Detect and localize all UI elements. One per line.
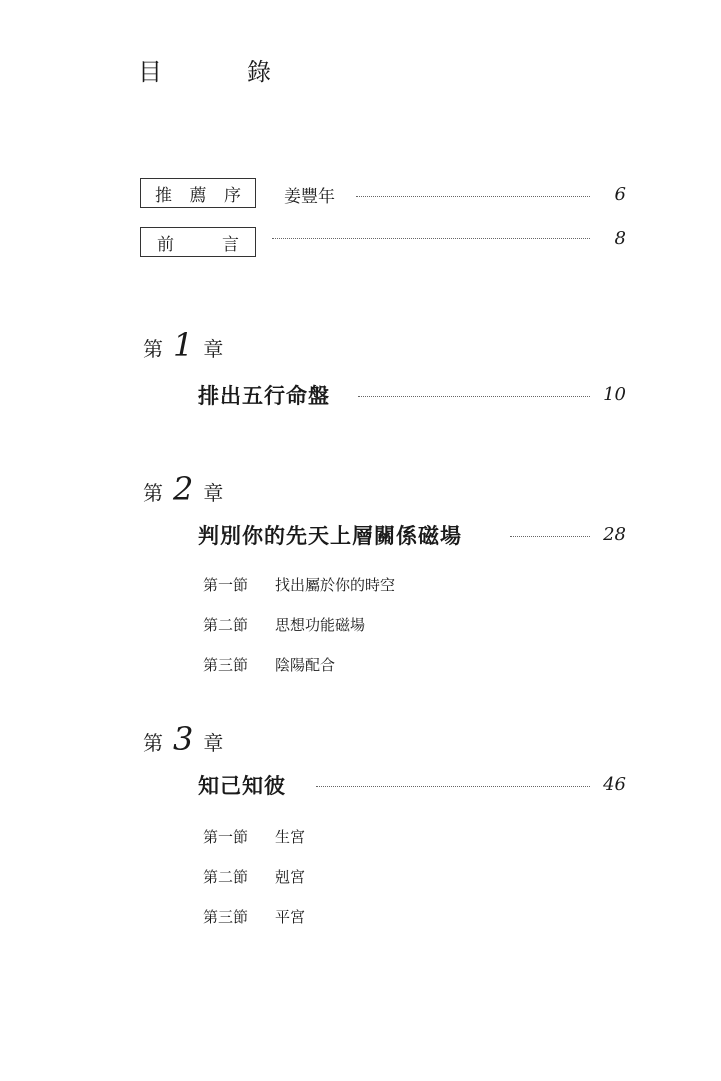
preface-page-number: 6: [614, 184, 626, 205]
dot-leader: [358, 396, 590, 397]
chapter-1-title: 排出五行命盤: [198, 383, 330, 408]
dot-leader: [272, 238, 590, 239]
chapter-prefix: 第: [143, 481, 163, 505]
chapter-prefix: 第: [143, 731, 163, 755]
section-item: [203, 866, 305, 887]
foreword-page-number: 8: [614, 228, 626, 249]
chapter-2-page-number: 28: [603, 524, 626, 545]
chapter-suffix: 章: [203, 731, 224, 755]
section-number: 第二節: [203, 616, 249, 634]
section-number: 第一節: [203, 828, 249, 846]
section-title: 陰陽配合: [275, 656, 336, 674]
section-title: 思想功能磁場: [275, 616, 366, 634]
chapter-3-label: [143, 720, 223, 758]
dot-leader: [316, 786, 590, 787]
preface-author: 姜豐年: [284, 187, 335, 207]
chapter-2-title: 判別你的先天上層關係磁場: [198, 523, 462, 548]
toc-title-char-2: 錄: [247, 58, 271, 86]
chapter-number: 2: [173, 470, 194, 508]
chapter-suffix: 章: [203, 337, 224, 361]
section-title: 生宮: [275, 828, 306, 846]
section-item: [203, 826, 305, 847]
section-title: 剋宮: [275, 868, 306, 886]
preface-label-char: 薦: [189, 185, 207, 206]
section-title: 平宮: [275, 908, 306, 926]
foreword-label-char: 前: [157, 234, 174, 255]
foreword-label-char: 言: [222, 234, 239, 255]
foreword-label-box: [140, 227, 256, 257]
preface-label-char: 序: [224, 185, 241, 206]
section-item: [203, 654, 335, 675]
section-item: [203, 906, 305, 927]
section-item: [203, 574, 395, 595]
chapter-prefix: 第: [143, 337, 163, 361]
chapter-2-label: [143, 470, 223, 508]
chapter-3-page-number: 46: [603, 774, 626, 795]
section-number: 第三節: [203, 656, 249, 674]
chapter-1-page-number: 10: [603, 384, 626, 405]
section-item: [203, 614, 365, 635]
section-number: 第三節: [203, 908, 249, 926]
preface-label-box: [140, 178, 256, 208]
chapter-number: 1: [173, 326, 194, 364]
section-title: 找出屬於你的時空: [275, 576, 396, 594]
chapter-1-label: [143, 326, 223, 364]
preface-label-char: 推: [155, 185, 172, 206]
section-number: 第二節: [203, 868, 249, 886]
toc-title-char-1: 目: [138, 58, 162, 86]
section-number: 第一節: [203, 576, 249, 594]
dot-leader: [510, 536, 590, 537]
chapter-3-title: 知己知彼: [198, 773, 286, 798]
dot-leader: [356, 196, 590, 197]
chapter-number: 3: [173, 720, 194, 758]
chapter-suffix: 章: [203, 481, 224, 505]
